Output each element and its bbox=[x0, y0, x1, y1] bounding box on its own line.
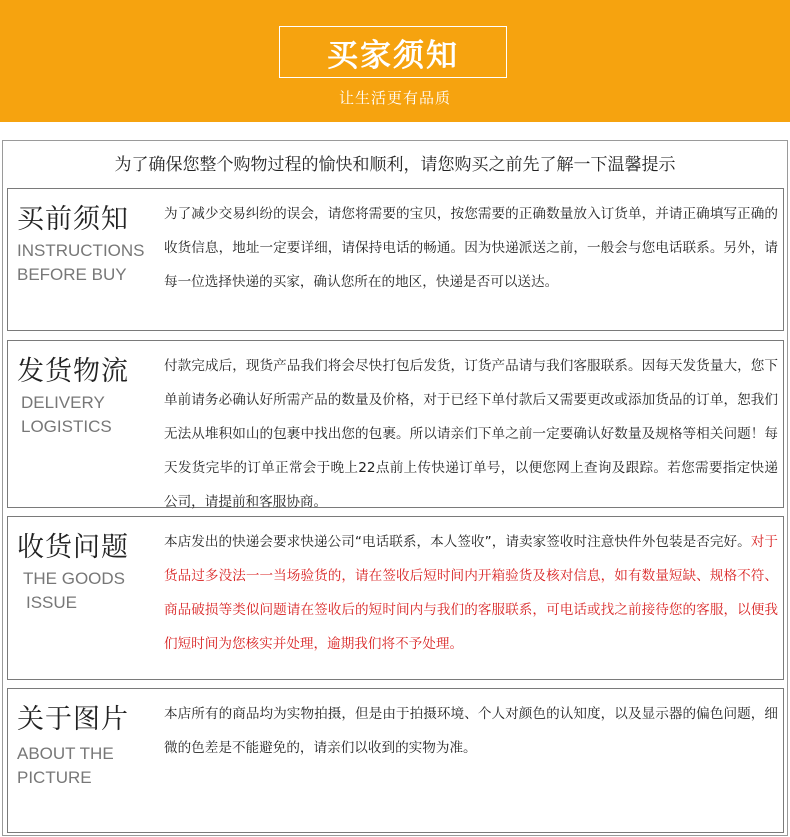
section-title: 收货问题 bbox=[17, 532, 129, 563]
section-body-text: 本店所有的商品均为实物拍摄，但是由于拍摄环境、个人对颜色的认知度，以及显示器的偏色问题，细微的色差是不能避免的，请亲们以收到的实物为准。 bbox=[164, 706, 778, 756]
intro-text: 为了确保您整个购物过程的愉快和顺利，请您购买之前先了解一下温馨提示 bbox=[114, 155, 676, 175]
section-goods-issue bbox=[7, 516, 784, 680]
section-title: 买前须知 bbox=[17, 204, 129, 235]
section-body-text: 本店发出的快递会要求快递公司“电话联系，本人签收”，请卖家签收时注意快件外包装是否完好。 bbox=[164, 534, 751, 550]
section-english-title bbox=[17, 239, 145, 287]
page-subtitle: 让生活更有品质 bbox=[338, 89, 451, 107]
english-line-1: THE GOODS bbox=[23, 569, 126, 588]
section-body bbox=[164, 197, 778, 299]
page-title: 买家须知 bbox=[279, 26, 507, 78]
section-body bbox=[164, 697, 778, 765]
english-line-1: DELIVERY bbox=[21, 393, 105, 412]
section-title: 关于图片 bbox=[17, 704, 129, 735]
section-body bbox=[164, 525, 778, 661]
section-picture bbox=[7, 688, 784, 833]
section-english-title bbox=[21, 391, 112, 439]
english-line-1: INSTRUCTIONS bbox=[17, 241, 145, 260]
english-line-2: ISSUE bbox=[26, 593, 78, 612]
section-title: 发货物流 bbox=[17, 356, 129, 387]
header-banner bbox=[0, 0, 790, 122]
section-english-title bbox=[23, 567, 125, 615]
english-line-2: PICTURE bbox=[17, 768, 92, 787]
section-body-text: 为了减少交易纠纷的误会，请您将需要的宝贝，按您需要的正确数量放入订货单，并请正确填写正确的收货信息，地址一定要详细，请保持电话的畅通。因为快递派送之前，一般会与您电话联系。另外，请每一位选择快递的买家，确认您所在的地区，快递是否可以送达。 bbox=[164, 206, 778, 290]
section-body-text: 付款完成后，现货产品我们将会尽快打包后发货，订货产品请与我们客服联系。因每天发货量大，您下单前请务必确认好所需产品的数量及价格，对于已经下单付款后又需要更改或添加货品的订单，恕我们无法从堆积如山的包裹中找出您的包裹。所以请亲们下单之前一定要确认好数量及规格等相关问题！每天发货完毕的订单正常会于晚上22点前上传快递订单号，以便您网上查询及跟踪。若您需要指定快递公司，请提前和客服协商。 bbox=[164, 358, 778, 510]
section-body-warning: 对于货品过多没法一一当场验货的，请在签收后短时间内开箱验货及核对信息，如有数量短缺、规格不符、商品破损等类似问题请在签收后的短时间内与我们的客服联系，可电话或找之前接待您的客服，以便我们短时间为您核实并处理，逾期我们将不予处理。 bbox=[164, 534, 778, 652]
english-line-1: ABOUT THE bbox=[17, 744, 114, 763]
section-before-buy bbox=[7, 188, 784, 331]
section-delivery bbox=[7, 340, 784, 508]
english-line-2: BEFORE BUY bbox=[17, 265, 127, 284]
section-english-title bbox=[17, 742, 114, 790]
english-line-2: LOGISTICS bbox=[21, 417, 112, 436]
section-body bbox=[164, 349, 778, 519]
